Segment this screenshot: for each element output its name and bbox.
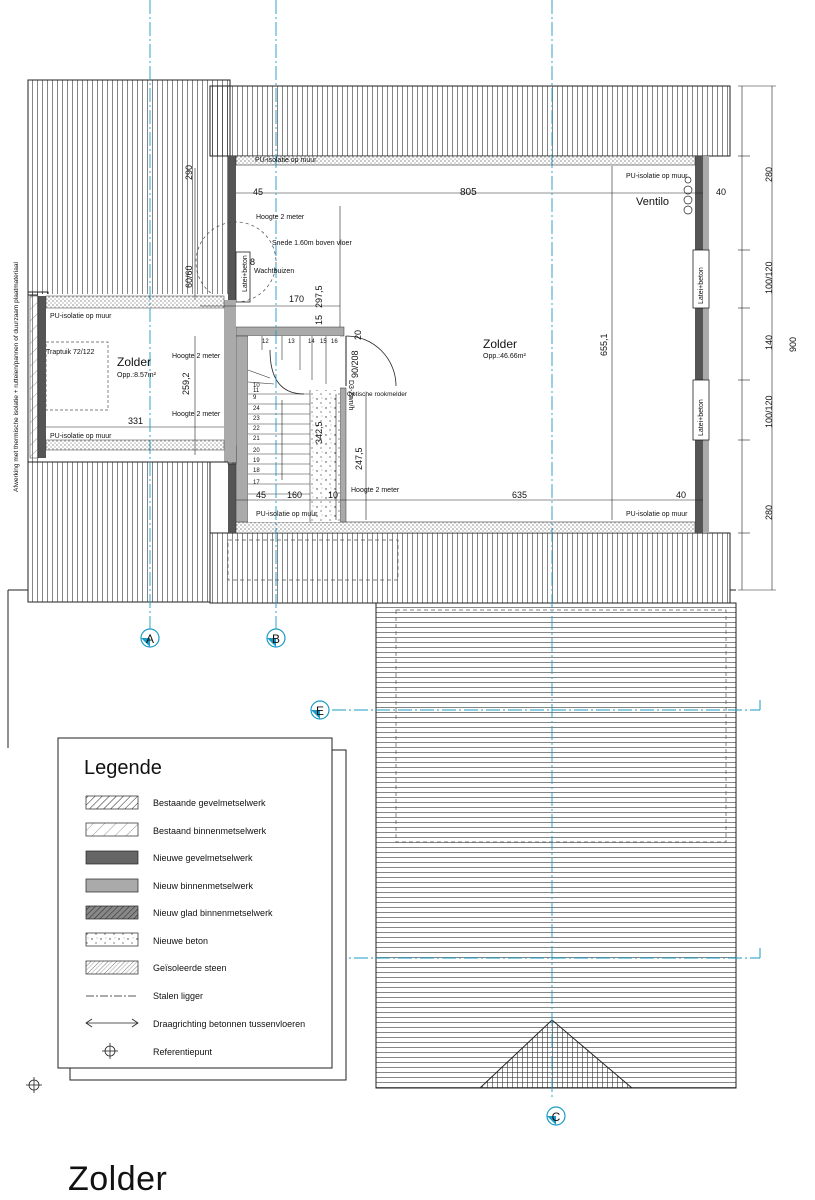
roof-top-main <box>210 86 730 156</box>
legend-label-4: Nieuw binnenmetselwerk <box>153 881 254 891</box>
svg-text:160: 160 <box>287 490 303 500</box>
svg-text:20: 20 <box>253 448 260 454</box>
wall-stair-right <box>340 388 346 522</box>
room-name-main: Zolder <box>483 337 518 351</box>
svg-text:24: 24 <box>253 406 260 412</box>
svg-text:280: 280 <box>764 166 774 182</box>
insulation-small-bottom <box>46 440 224 450</box>
svg-text:100/120: 100/120 <box>764 395 774 428</box>
hoogte-bottom: Hoogte 2 meter <box>351 487 400 494</box>
pu-small-top: PU-isolatie op muur <box>50 313 112 320</box>
svg-text:280: 280 <box>764 504 774 520</box>
svg-text:23: 23 <box>253 416 260 422</box>
svg-text:259,2: 259,2 <box>181 372 191 395</box>
svg-text:17: 17 <box>253 480 260 486</box>
legend-label-7: Geïsoleerde steen <box>153 963 227 973</box>
legend-swatch-1 <box>86 796 138 809</box>
wall-small-left <box>38 296 46 458</box>
svg-text:10: 10 <box>328 490 339 500</box>
legend-title: Legende <box>84 757 162 779</box>
svg-text:170: 170 <box>289 294 305 304</box>
grid-marker-B <box>267 629 285 647</box>
grid-marker-A <box>141 629 159 647</box>
legend-swatch-5 <box>86 906 138 919</box>
pu-top-right: PU-isolatie op muur <box>626 173 688 180</box>
svg-text:635: 635 <box>512 490 528 500</box>
pu-bottom-right: PU-isolatie op muur <box>626 511 688 518</box>
svg-text:40: 40 <box>676 490 687 500</box>
ventilo-label: Ventilo <box>636 196 670 208</box>
svg-text:10: 10 <box>253 383 260 389</box>
svg-text:11: 11 <box>253 388 260 394</box>
legend-swatch-3 <box>86 851 138 864</box>
svg-text:9: 9 <box>253 395 257 401</box>
legend-label-9: Draagrichting betonnen tussenvloeren <box>153 1019 306 1029</box>
page-title: Zolder <box>68 1160 168 1198</box>
svg-text:A: A <box>145 632 155 646</box>
svg-text:900: 900 <box>788 336 798 352</box>
latei-right-1: Latei+beton <box>698 267 705 304</box>
svg-text:60/60: 60/60 <box>184 265 194 288</box>
svg-text:E: E <box>315 704 325 718</box>
svg-text:15: 15 <box>314 314 324 325</box>
legend-label-3: Nieuwe gevelmetselwerk <box>153 853 253 863</box>
svg-text:14: 14 <box>308 339 315 345</box>
latei-right-2: Latei+beton <box>698 399 705 436</box>
svg-text:20: 20 <box>353 329 363 340</box>
hoogte-small-1: Hoogte 2 meter <box>172 353 221 360</box>
svg-text:140: 140 <box>764 334 774 350</box>
svg-text:21: 21 <box>253 436 260 442</box>
wall-stair-top <box>236 327 344 336</box>
wachtbuizen-label: Wachtbuizen <box>254 268 295 275</box>
main-room <box>196 156 709 533</box>
hoogte-top: Hoogte 2 meter <box>256 214 305 221</box>
legend-label-2: Bestaand binnenmetselwerk <box>153 826 267 836</box>
pu-bottom-stair: PU-isolatie op muur <box>256 511 318 518</box>
svg-text:805: 805 <box>460 187 477 198</box>
grid-marker-C <box>547 1107 565 1125</box>
roof-left-lower <box>28 462 210 602</box>
svg-text:45: 45 <box>256 490 267 500</box>
svg-text:247,5: 247,5 <box>354 447 364 470</box>
svg-text:655,1: 655,1 <box>599 333 609 356</box>
wall-stair-left <box>236 336 248 522</box>
svg-text:13: 13 <box>288 339 295 345</box>
svg-text:19: 19 <box>253 458 260 464</box>
svg-text:18: 18 <box>253 468 260 474</box>
roof-lower-extension <box>376 603 736 1088</box>
legend-swatch-7 <box>86 961 138 974</box>
traptuik-label: Traptuik 72/122 <box>46 349 95 356</box>
svg-text:342,5: 342,5 <box>314 421 324 444</box>
legend-label-5: Nieuw glad binnenmetselwerk <box>153 908 273 918</box>
side-note: Afwerking met thermische isolatie + rutteien/pannen of duurzaam plaatmateriaal <box>13 262 20 492</box>
svg-text:297,5: 297,5 <box>314 285 324 308</box>
reference-point-icon <box>26 1077 42 1093</box>
roof-top-left <box>28 80 230 295</box>
svg-text:22: 22 <box>253 426 260 432</box>
hoogte-small-2: Hoogte 2 meter <box>172 411 221 418</box>
wall-small-right <box>224 300 236 462</box>
room-name-small: Zolder <box>117 355 152 369</box>
room-area-small: Opp.:8.57m² <box>117 372 156 379</box>
svg-text:331: 331 <box>128 416 144 426</box>
svg-text:16: 16 <box>331 339 338 345</box>
legend <box>58 738 346 1080</box>
svg-text:45: 45 <box>253 187 264 197</box>
roof-bottom-main <box>210 533 730 603</box>
legend-label-6: Nieuwe beton <box>153 936 209 946</box>
room-area-main: Opp.:46.66m² <box>483 353 526 360</box>
door-size-label: 90/208 <box>350 350 360 378</box>
svg-text:15: 15 <box>320 339 327 345</box>
grid-marker-E <box>311 701 329 719</box>
legend-swatch-4 <box>86 879 138 892</box>
pu-small-bottom: PU-isolatie op muur <box>50 433 112 440</box>
svg-text:40: 40 <box>716 187 727 197</box>
svg-text:C: C <box>551 1110 561 1124</box>
wall-right-main <box>695 156 703 533</box>
legend-label-8: Stalen ligger <box>153 991 204 1001</box>
wall-small-left-outer <box>30 296 38 458</box>
legend-label-10: Referentiepunt <box>153 1047 213 1057</box>
svg-text:290: 290 <box>184 164 194 180</box>
legend-swatch-6 <box>86 933 138 946</box>
svg-text:12: 12 <box>262 339 269 345</box>
legend-label-1: Bestaande gevelmetselwerk <box>153 798 266 808</box>
insulation-small-top <box>46 296 224 308</box>
snede-label: Snede 1.60m boven vloer <box>272 240 352 247</box>
door-label: D3-Zwn/h <box>347 380 354 411</box>
wall-right-outer <box>703 156 709 533</box>
optische-label: Optische rookmelder <box>347 391 407 398</box>
legend-swatch-2 <box>86 823 138 836</box>
insulation-bottom <box>236 522 695 533</box>
svg-text:B: B <box>271 632 281 646</box>
number-8: 8 <box>250 257 256 267</box>
latei-left: Latei+beton <box>242 255 249 292</box>
pu-top-main: PU-isolatie op muur <box>255 157 317 164</box>
svg-text:100/120: 100/120 <box>764 261 774 294</box>
